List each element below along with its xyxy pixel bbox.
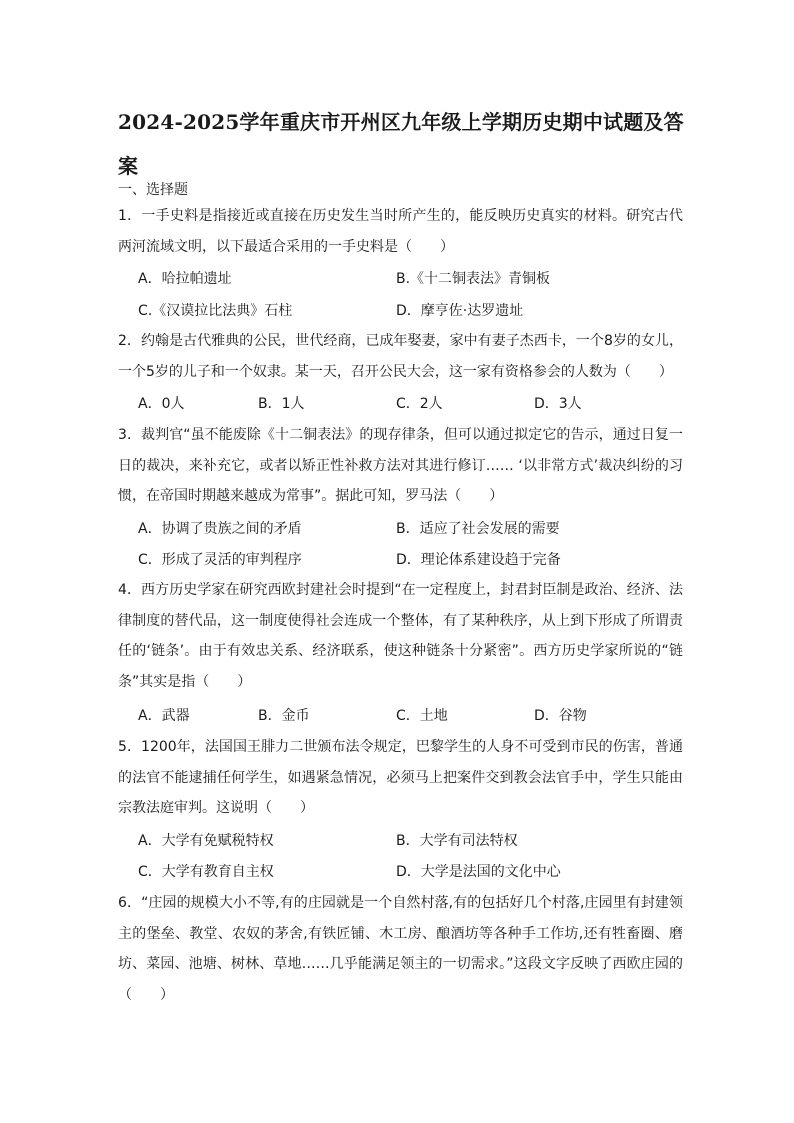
question-2-option-c: C．2人 [396, 396, 443, 412]
question-5-stem: 5．1200年，法国国王腓力二世颁布法令规定，巴黎学生的人身不可受到市民的伤害，普通的法官不能逮捕任何学生，如遇紧急情况，必须马上把案件交到教会法官手中，学生只能由宗教法庭审判。这说明（ ） [118, 739, 683, 817]
question-3-stem: 3．裁判官“虽不能废除《十二铜表法》的现存律条，但可以通过拟定它的告示，通过日复一日的裁决，来补充它，或者以矫正性补救方法对其进行修订…… ‘以非常方式’裁决纠纷的习惯，在帝国时期越来越成为常事”。据此可知，罗马法（ ） [118, 427, 683, 505]
question-4-stem: 4．西方历史学家在研究西欧封建社会时提到“在一定程度上，封君封臣制是政治、经济、法律制度的替代品，这一制度使得社会连成一个整体，有了某种秩序，从上到下形成了所谓责任的‘链条’。由于有效忠关系、经济联系，使这种链条十分紧密”。西方历史学家所说的“链条”其实是指（ ） [118, 582, 683, 690]
question-2-option-a: A．0人 [138, 396, 185, 412]
question-3-option-b: B．适应了社会发展的需要 [396, 521, 560, 537]
question-4-option-c: C．土地 [396, 708, 448, 724]
question-1-option-a: A．哈拉帕遗址 [138, 271, 232, 287]
question-1-option-b: B.《十二铜表法》青铜板 [396, 271, 551, 287]
question-6-stem: 6．“庄园的规模大小不等,有的庄园就是一个自然村落,有的包括好几个村落,庄园里有封建领主的堡垒、教堂、农奴的茅舍,有铁匠铺、木工房、酿酒坊等各种手工作坊,还有牲畜圈、磨坊、菜园、池塘、树林、草地……几乎能满足领主的一切需求。”这段文字反映了西欧庄园的（ ） [118, 895, 683, 1003]
section-heading: 一、选择题 [118, 182, 188, 198]
question-4-option-a: A．武器 [138, 708, 190, 724]
question-5-option-d: D．大学是法国的文化中心 [396, 864, 561, 880]
question-2-option-b: B．1人 [258, 396, 305, 412]
question-5-option-b: B．大学有司法特权 [396, 833, 518, 849]
document-title: 2024-2025学年重庆市开州区九年级上学期历史期中试题及答案 [118, 110, 684, 178]
question-4-option-b: B．金币 [258, 708, 310, 724]
question-2-option-d: D．3人 [534, 396, 582, 412]
question-5-option-c: C．大学有教育自主权 [138, 864, 274, 880]
question-5-option-a: A．大学有免赋税特权 [138, 833, 274, 849]
question-4-option-d: D．谷物 [534, 708, 587, 724]
question-1-stem: 1．一手史料是指接近或直接在历史发生当时所产生的，能反映历史真实的材料。研究古代两河流域文明，以下最适合采用的一手史料是（ ） [118, 208, 683, 255]
question-3-option-d: D．理论体系建设趋于完备 [396, 552, 561, 568]
question-3-option-a: A．协调了贵族之间的矛盾 [138, 521, 302, 537]
question-1-option-d: D．摩亨佐·达罗遗址 [396, 303, 524, 319]
question-1-option-c: C.《汉谟拉比法典》石柱 [138, 303, 293, 319]
question-3-option-c: C．形成了灵活的审判程序 [138, 552, 302, 568]
question-2-stem: 2．约翰是古代雅典的公民，世代经商，已成年娶妻，家中有妻子杰西卡，一个8岁的女儿，一个5岁的儿子和一个奴隶。某一天，召开公民大会，这一家有资格参会的人数为（ ） [118, 333, 683, 380]
